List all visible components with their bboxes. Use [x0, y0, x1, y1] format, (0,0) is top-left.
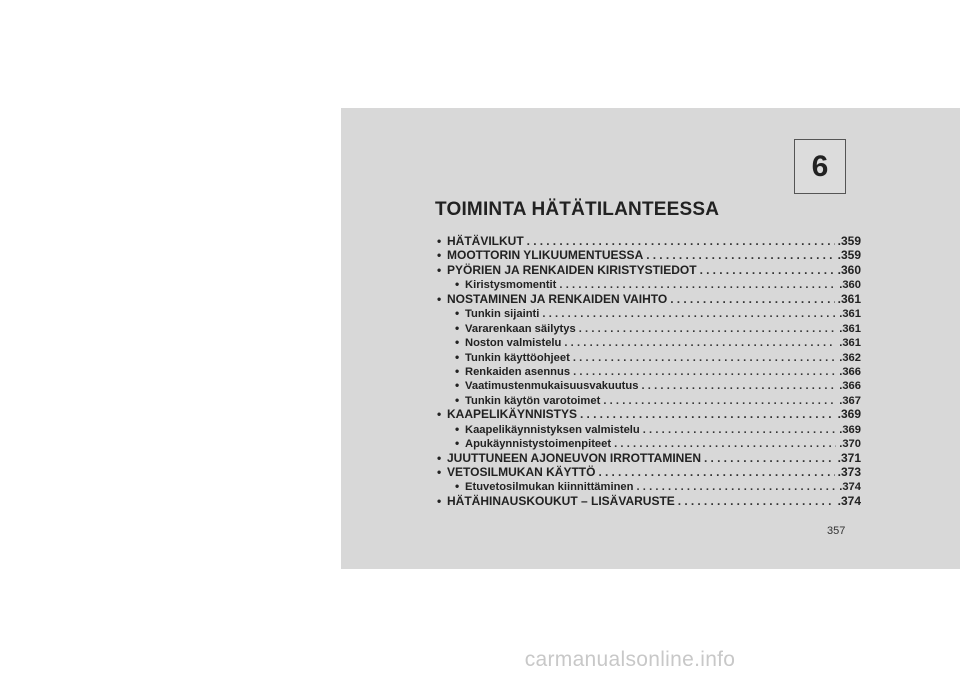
toc-entry[interactable] — [437, 263, 861, 277]
dot-leader — [641, 380, 836, 392]
toc-entry-label: MOOTTORIN YLIKUUMENTUESSA — [447, 248, 644, 263]
table-of-contents — [437, 234, 861, 508]
toc-subentry[interactable] — [437, 378, 861, 392]
toc-entry[interactable] — [437, 451, 861, 465]
toc-entry-page: .367 — [839, 394, 861, 407]
toc-subentry[interactable] — [437, 364, 861, 378]
bullet-icon: • — [455, 306, 460, 321]
toc-subentry[interactable] — [437, 350, 861, 364]
toc-entry-label: Apukäynnistystoimenpiteet — [465, 438, 612, 451]
toc-entry-label: HÄTÄHINAUSKOUKUT – LISÄVARUSTE — [447, 493, 675, 508]
toc-entry-page: .366 — [839, 365, 861, 378]
dot-leader — [573, 352, 836, 364]
bullet-icon: • — [437, 450, 442, 465]
dot-leader — [564, 337, 836, 349]
toc-entry-label: NOSTAMINEN JA RENKAIDEN VAIHTO — [447, 291, 668, 306]
toc-subentry[interactable] — [437, 422, 861, 436]
toc-subentry[interactable] — [437, 277, 861, 291]
bullet-icon: • — [455, 421, 460, 436]
bullet-icon: • — [437, 465, 442, 479]
toc-entry-page: .374 — [839, 481, 861, 494]
bullet-icon: • — [455, 392, 460, 407]
toc-entry-label: JUUTTUNEEN AJONEUVON IRROTTAMINEN — [447, 450, 702, 465]
dot-leader — [636, 481, 836, 493]
dot-leader — [559, 279, 836, 291]
dot-leader — [700, 263, 835, 277]
toc-entry[interactable] — [437, 494, 861, 508]
toc-entry-label: Renkaiden asennus — [465, 365, 571, 378]
bullet-icon: • — [437, 407, 442, 422]
toc-entry-label: KAAPELIKÄYNNISTYS — [447, 407, 578, 422]
dot-leader — [527, 234, 835, 248]
toc-entry-label: Tunkin käyttöohjeet — [465, 351, 570, 364]
dot-leader — [643, 424, 836, 436]
toc-entry-page: .360 — [839, 279, 861, 292]
toc-entry[interactable] — [437, 465, 861, 479]
dot-leader — [598, 465, 834, 479]
toc-entry-label: VETOSILMUKAN KÄYTTÖ — [447, 465, 596, 479]
toc-entry-page: .360 — [837, 262, 861, 277]
bullet-icon: • — [455, 363, 460, 378]
toc-entry-label: Tunkin käytön varotoimet — [465, 394, 601, 407]
toc-entry-label: Kiristysmomentit — [465, 279, 557, 292]
bullet-icon: • — [455, 436, 460, 451]
toc-entry-page: .361 — [839, 322, 861, 335]
chapter-number-box — [794, 139, 846, 194]
toc-entry-page: .366 — [839, 380, 861, 393]
toc-entry-label: PYÖRIEN JA RENKAIDEN KIRISTYSTIEDOT — [447, 262, 697, 277]
toc-entry-label: Vararenkaan säilytys — [465, 322, 576, 335]
bullet-icon: • — [437, 248, 442, 263]
toc-entry-label: Noston valmistelu — [465, 337, 562, 350]
bullet-icon: • — [455, 479, 460, 494]
toc-entry-page: .374 — [837, 493, 861, 508]
bullet-icon: • — [437, 291, 442, 306]
page-number: 357 — [827, 525, 846, 537]
toc-entry-label: HÄTÄVILKUT — [447, 234, 524, 248]
toc-entry-page: .361 — [837, 291, 861, 306]
bullet-icon: • — [455, 277, 460, 292]
bullet-icon: • — [437, 234, 442, 248]
toc-entry[interactable] — [437, 248, 861, 262]
watermark: carmanualsonline.info — [524, 648, 736, 671]
toc-entry-page: .361 — [839, 308, 861, 321]
toc-entry[interactable] — [437, 407, 861, 421]
dot-leader — [542, 308, 836, 320]
toc-subentry[interactable] — [437, 321, 861, 335]
toc-entry[interactable] — [437, 292, 861, 306]
toc-subentry[interactable] — [437, 479, 861, 493]
dot-leader — [603, 395, 836, 407]
toc-entry-label: Etuvetosilmukan kiinnittäminen — [465, 481, 634, 494]
bullet-icon: • — [455, 378, 460, 393]
dot-leader — [580, 407, 835, 421]
toc-entry-page: .361 — [839, 337, 861, 350]
dot-leader — [573, 366, 836, 378]
bullet-icon: • — [455, 320, 460, 335]
toc-entry-page: .373 — [837, 465, 861, 479]
dot-leader — [678, 494, 835, 508]
toc-subentry[interactable] — [437, 335, 861, 349]
toc-subentry[interactable] — [437, 436, 861, 450]
toc-entry-page: .359 — [837, 234, 861, 248]
toc-entry-page: .371 — [837, 450, 861, 465]
toc-entry[interactable] — [437, 234, 861, 248]
toc-entry-label: Vaatimustenmukaisuusvakuutus — [465, 380, 639, 393]
toc-subentry[interactable] — [437, 306, 861, 320]
toc-entry-page: .362 — [839, 351, 861, 364]
bullet-icon: • — [455, 349, 460, 364]
chapter-title: TOIMINTA HÄTÄTILANTEESSA — [435, 199, 720, 220]
toc-entry-label: Tunkin sijainti — [465, 308, 540, 321]
chapter-number: 6 — [811, 149, 829, 183]
toc-entry-page: .359 — [837, 248, 861, 263]
dot-leader — [704, 451, 835, 465]
toc-subentry[interactable] — [437, 393, 861, 407]
toc-entry-page: .369 — [839, 423, 861, 436]
dot-leader — [646, 248, 834, 262]
bullet-icon: • — [437, 493, 442, 508]
bullet-icon: • — [437, 262, 442, 277]
toc-entry-label: Kaapelikäynnistyksen valmistelu — [465, 423, 640, 436]
dot-leader — [670, 292, 834, 306]
toc-entry-page: .370 — [839, 438, 861, 451]
dot-leader — [579, 323, 837, 335]
bullet-icon: • — [455, 335, 460, 350]
toc-entry-page: .369 — [837, 407, 861, 422]
dot-leader — [614, 438, 836, 450]
